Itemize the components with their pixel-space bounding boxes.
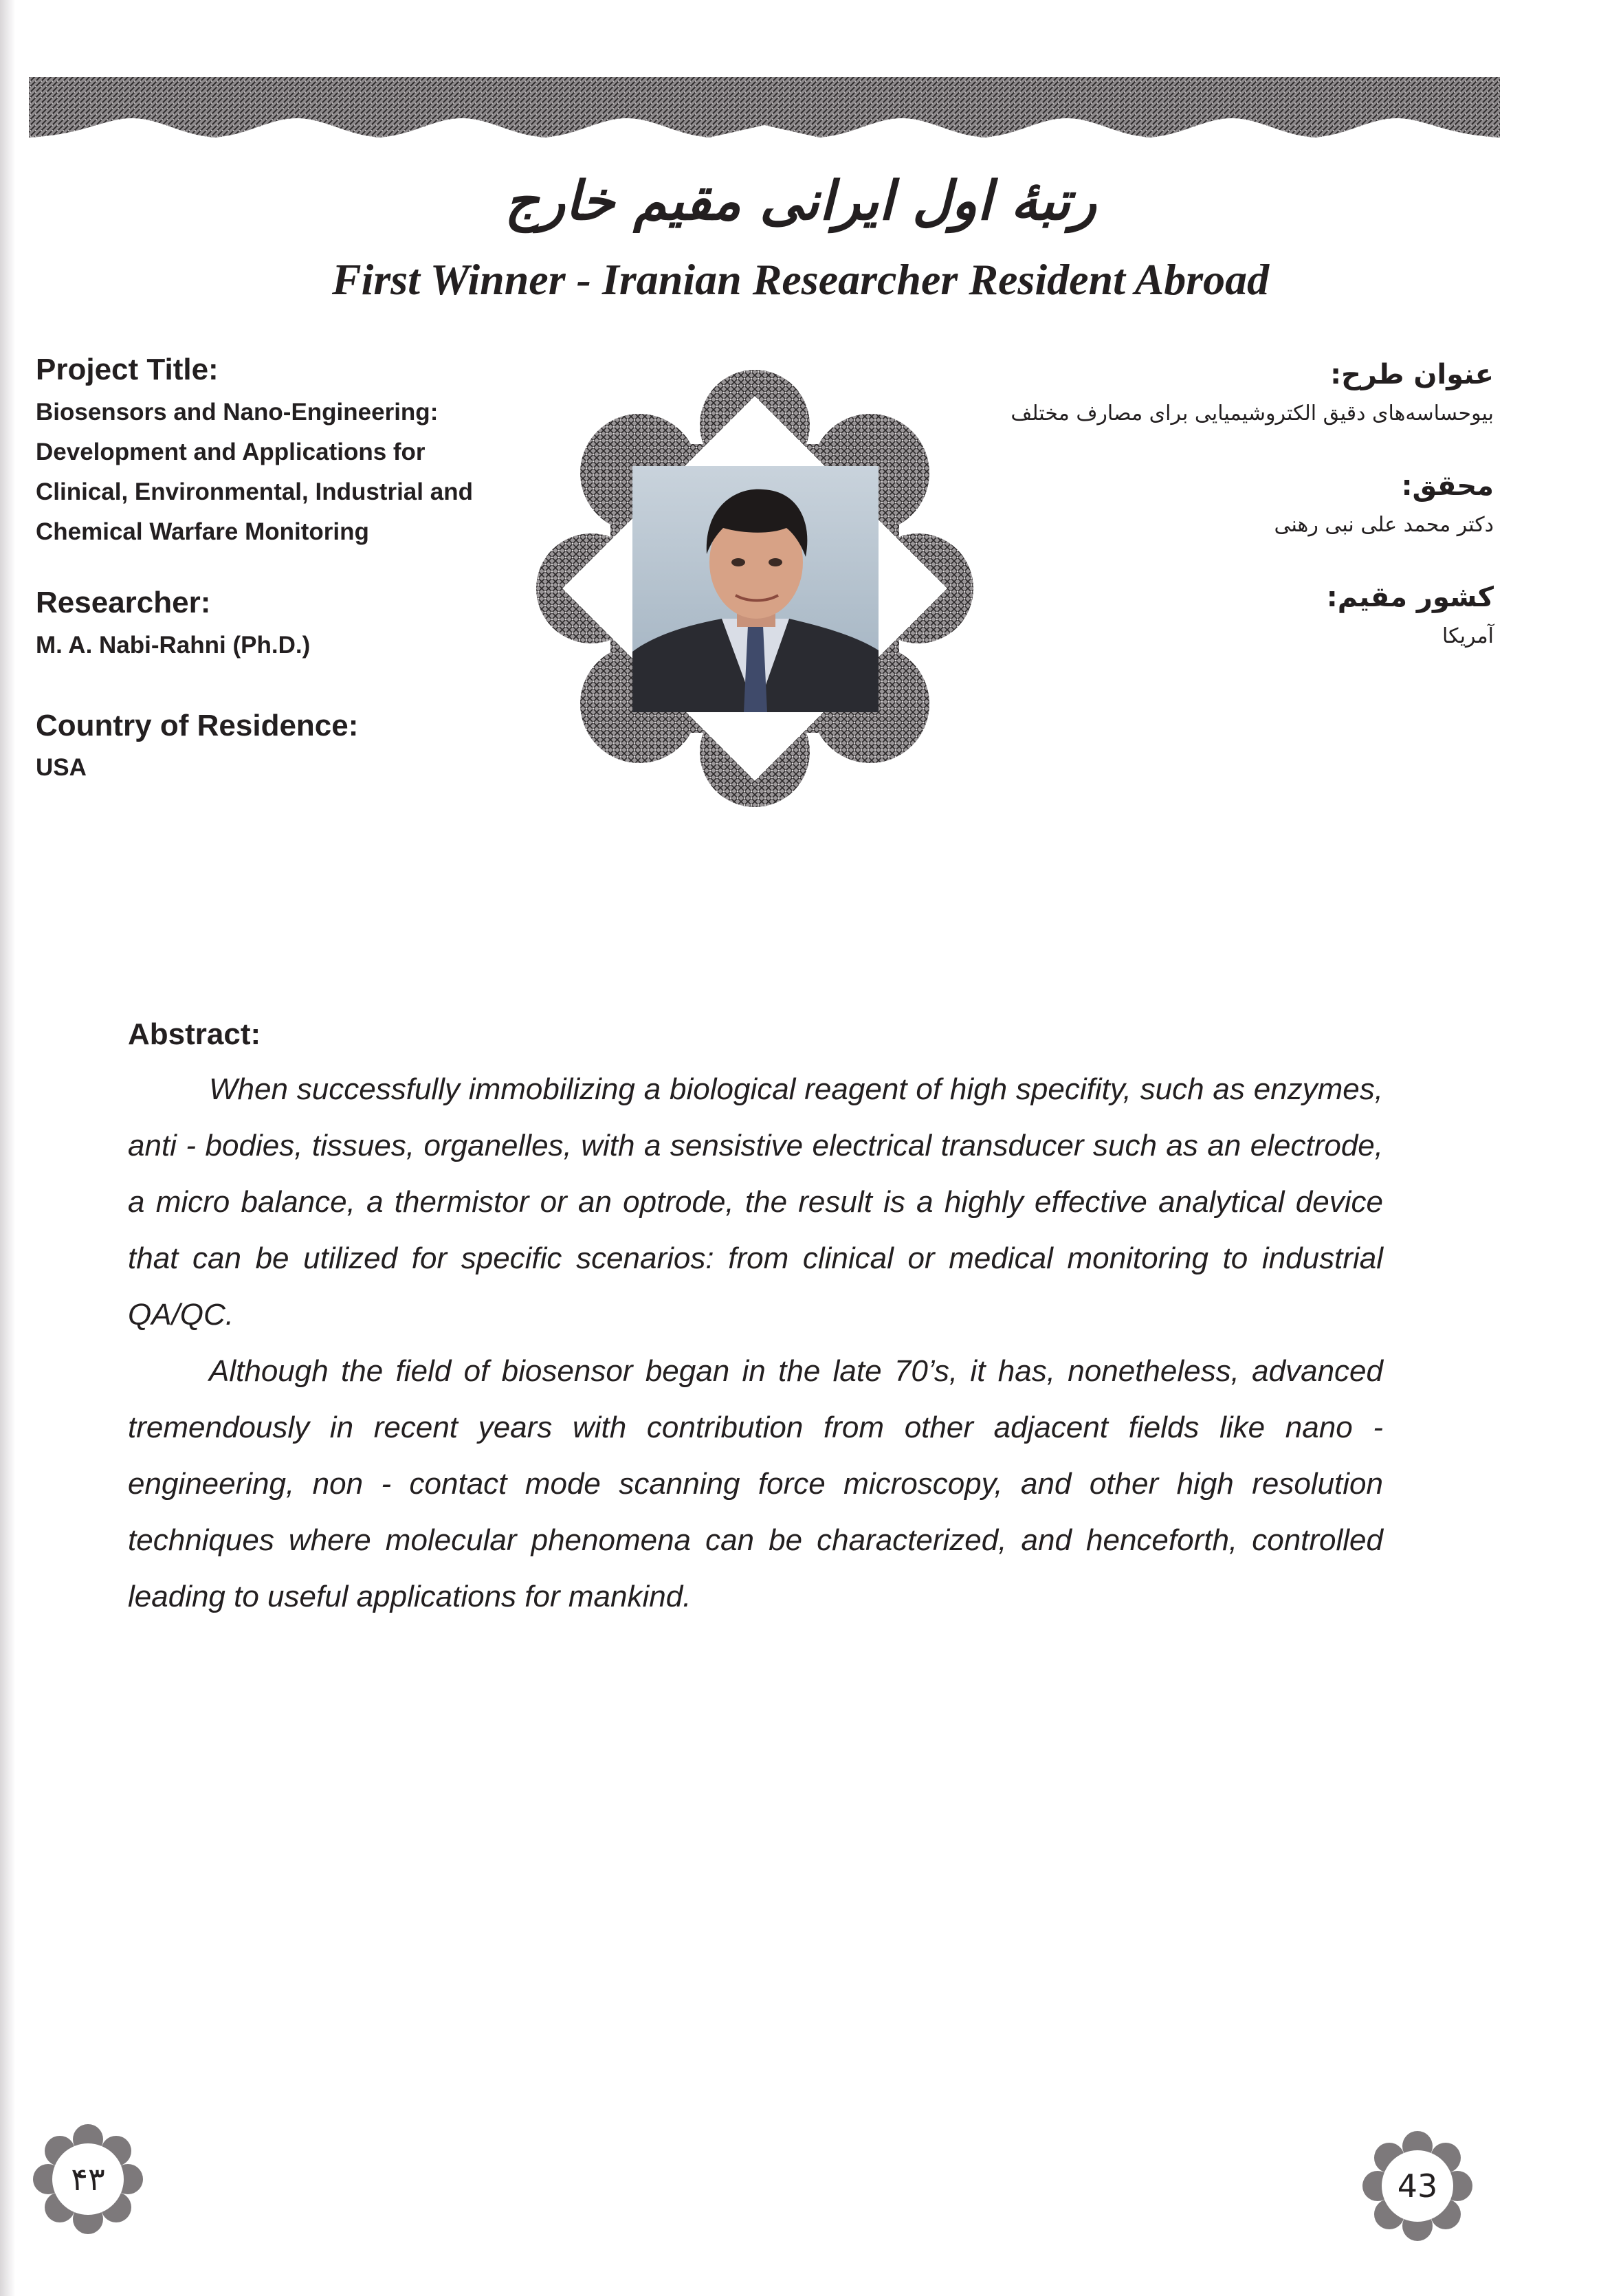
project-title-line: Chemical Warfare Monitoring bbox=[36, 518, 369, 545]
page-number-english: 43 bbox=[1397, 2167, 1438, 2205]
page-number-badge-right bbox=[1362, 2131, 1472, 2241]
country-value-fa: آمریکا bbox=[1442, 624, 1494, 648]
project-title-label: Project Title: bbox=[36, 353, 219, 386]
info-english bbox=[36, 352, 531, 788]
title-persian: رتبهٔ اول ایرانی مقیم خارج bbox=[505, 170, 1096, 232]
researcher-label-fa: محقق: bbox=[1401, 470, 1494, 502]
researcher-value-fa: دکتر محمد علی نبی رهنی bbox=[1274, 513, 1494, 537]
country-label-fa: کشور مقیم: bbox=[1326, 582, 1494, 613]
researcher-value: M. A. Nabi-Rahni (Ph.D.) bbox=[36, 631, 311, 659]
country-label: Country of Residence: bbox=[36, 708, 359, 742]
country-value: USA bbox=[36, 754, 87, 782]
project-title-label-fa: عنوان طرح: bbox=[1330, 359, 1494, 390]
decorative-header-band bbox=[29, 77, 1500, 146]
researcher-photo bbox=[632, 466, 879, 712]
project-title-value bbox=[36, 393, 531, 552]
page-number-persian: ۴۳ bbox=[71, 2161, 105, 2198]
title-english: First Winner - Iranian Researcher Resident Abroad bbox=[331, 255, 1270, 304]
abstract-paragraph: When successfully immobilizing a biological reagent of high specifity, such as enzymes, anti - bodies, tissues, organelles, with a sensistive electrical transducer such as an electrode, a micro balance, a thermistor or an optrode, the result is a highly effective analytical device that can be utilized for specific scenarios: from clinical or medical monitoring to industrial QA/QC. bbox=[128, 1072, 1383, 1332]
project-title-value-fa: بیوحساسه‌های دقیق الکتروشیمیایی برای مصارف مختلف bbox=[1011, 401, 1494, 426]
project-title-line: Clinical, Environmental, Industrial and bbox=[36, 478, 473, 505]
abstract-section bbox=[128, 1017, 1383, 1625]
project-title-line: Biosensors and Nano-Engineering: bbox=[36, 398, 439, 426]
abstract-label: Abstract: bbox=[128, 1017, 261, 1051]
page-binding-edge bbox=[0, 0, 15, 2296]
abstract-paragraph: Although the field of biosensor began in the late 70’s, it has, nonetheless, advanced tremendously in recent years with contribution from other adjacent fields like nano - engineering, non - contact mode scanning force microscopy, and other high resolution techniques where molecular phenomena can be characterized, and henceforth, controlled leading to useful applications for mankind. bbox=[128, 1354, 1383, 1613]
page-number-badge-left bbox=[33, 2124, 143, 2234]
project-title-line: Development and Applications for bbox=[36, 438, 426, 465]
info-persian bbox=[990, 359, 1494, 654]
researcher-label: Researcher: bbox=[36, 585, 211, 619]
